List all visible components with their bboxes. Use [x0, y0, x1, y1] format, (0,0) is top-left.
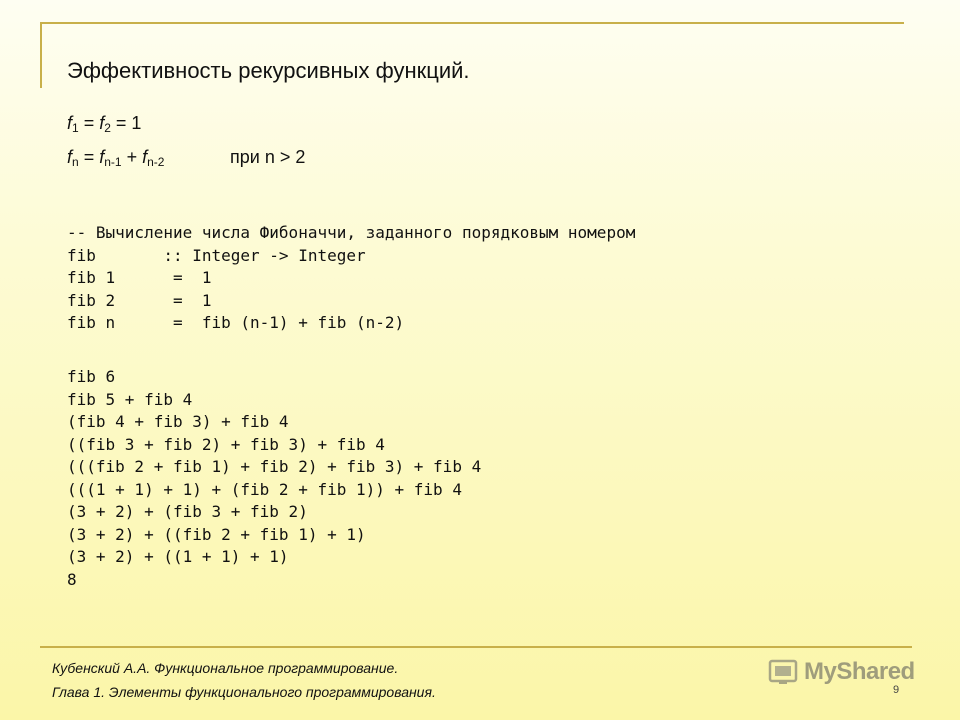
footer-chapter: Глава 1. Элементы функционального программирования.: [52, 684, 436, 700]
page-number: 9: [893, 684, 900, 696]
footer-rule: [40, 646, 912, 648]
footer-author: Кубенский А.А. Функциональное программирование.: [52, 660, 399, 676]
slide-title: Эффективность рекурсивных функций.: [67, 58, 470, 83]
myshared-logo-icon: [768, 657, 798, 687]
fib-evaluation-trace: fib 6 fib 5 + fib 4 (fib 4 + fib 3) + fib 4 ((fib 3 + fib 2) + fib 3) + fib 4 (((fib 2 + fib 1) + fib 2) + fib 3) + fib 4 (((1 + 1) + 1) + (fib 2 + fib 1)) + fib 4 (3 + 2) + (fib 3 + fib 2) (3 + 2) + ((fib 2 + fib 1) + 1) (3 + 2) + ((1 + 1) + 1) 8: [67, 367, 482, 589]
formula-condition: при n > 2: [230, 147, 306, 167]
fib-definition-code: -- Вычисление числа Фибоначчи, заданного порядковым номером fib :: Integer -> Integer fib 1 = 1 fib 2 = 1 fib n = fib (n-1) + fib (n-2): [67, 223, 636, 332]
fibonacci-recursive-formula: $f_n = f_{n-1} + f_{n-2}$: [67, 147, 165, 169]
watermark-text: MyShared: [804, 658, 915, 685]
top-rule: [40, 22, 904, 24]
watermark: [768, 655, 915, 689]
left-rule: [40, 22, 42, 88]
fibonacci-base-formula: $f_1 = f_2 = 1$: [67, 113, 142, 135]
